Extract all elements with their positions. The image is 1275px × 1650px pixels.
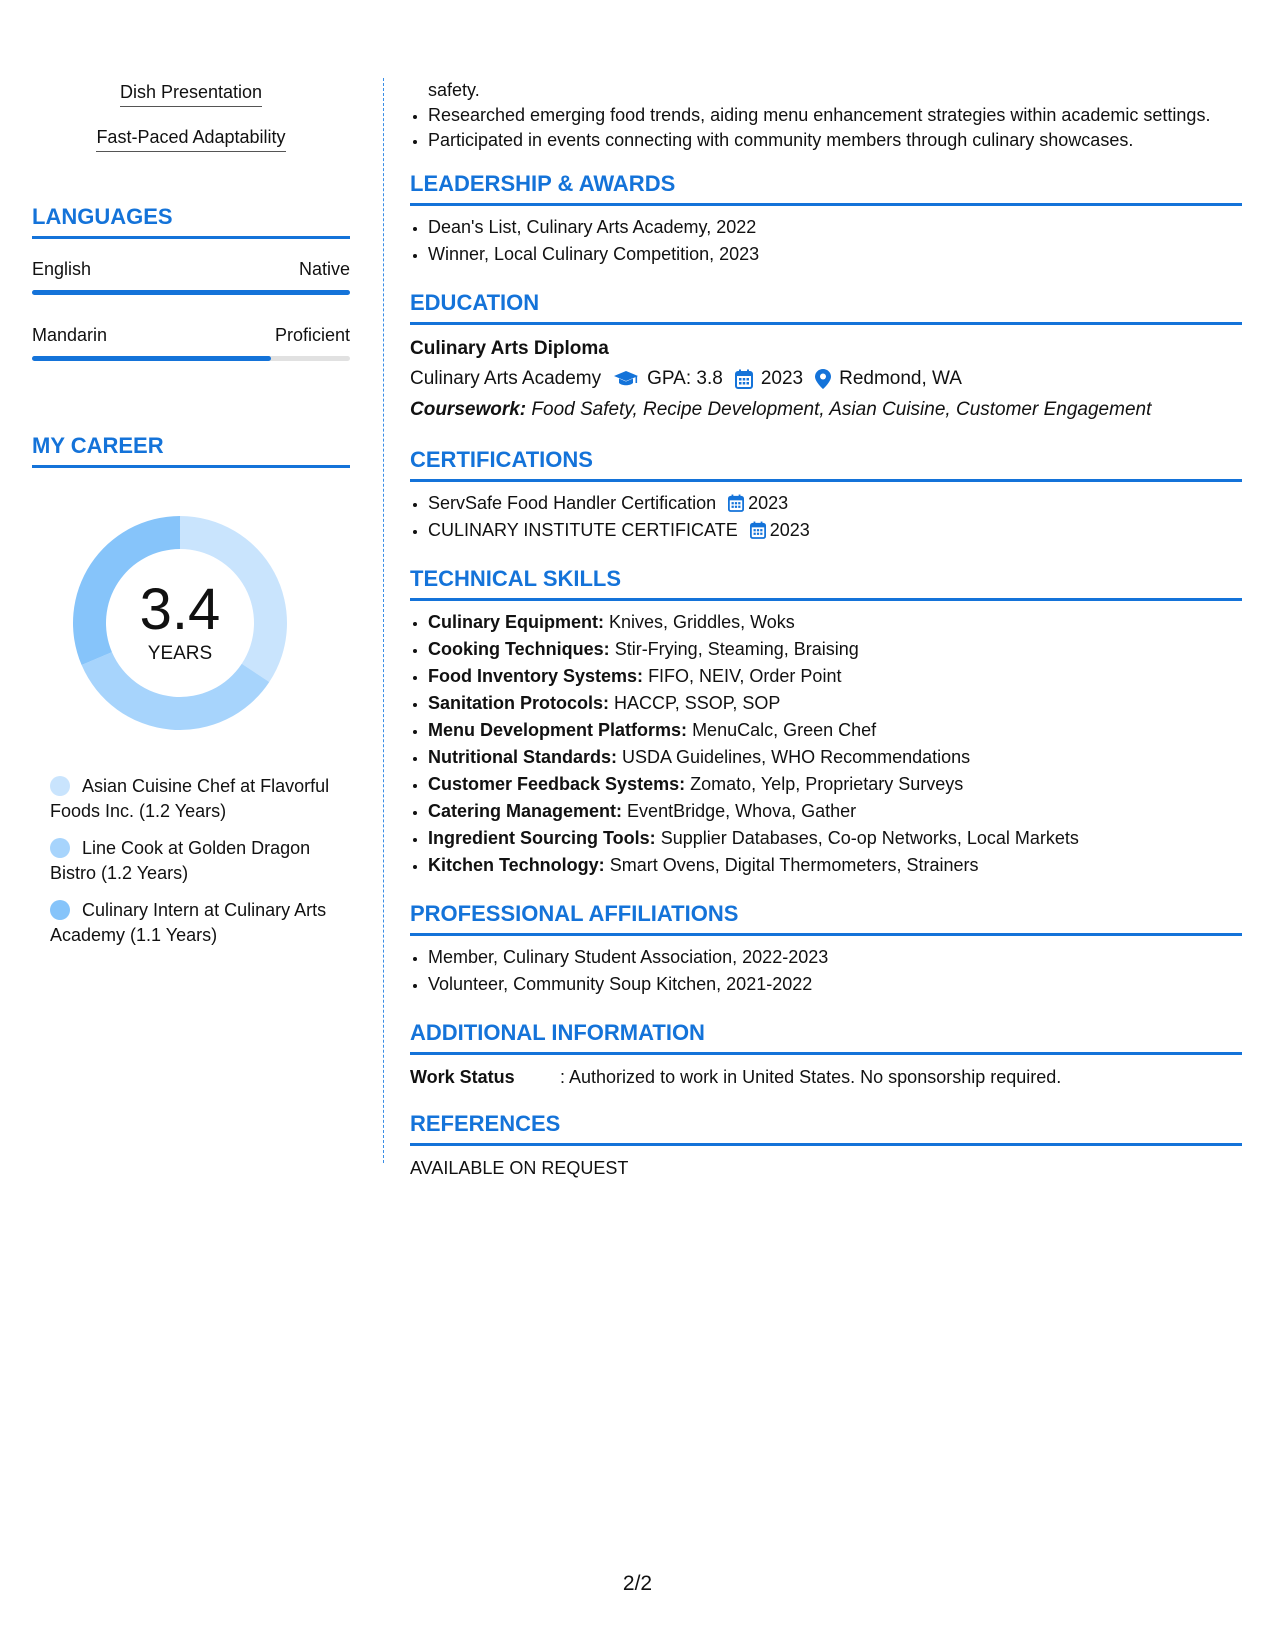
legend-dot <box>50 838 70 858</box>
career-legend-item: Asian Cuisine Chef at Flavorful Foods Inc. (1.2 Years) <box>50 776 330 821</box>
continuation-text: safety. <box>428 80 480 100</box>
calendar-icon <box>750 521 766 539</box>
main-column <box>410 78 1242 1179</box>
legend-dot <box>50 900 70 920</box>
skill-item: • Cooking Techniques: Stir-Frying, Steaming, Braising <box>428 636 1242 663</box>
career-heading: MY CAREER <box>32 433 350 468</box>
language-bar-fill <box>32 290 350 295</box>
work-status-value: : Authorized to work in United States. No sponsorship required. <box>560 1067 1062 1087</box>
certifications-section <box>410 447 1242 544</box>
language-name: English <box>32 259 92 279</box>
section-heading: EDUCATION <box>410 290 1242 325</box>
list-item: • Researched emerging food trends, aiding menu enhancement strategies within academic settings. <box>428 103 1242 128</box>
coursework: Coursework: Food Safety, Recipe Development, Asian Cuisine, Customer Engagement <box>410 399 1152 420</box>
affiliations-section <box>410 901 1242 998</box>
skill-item: • Catering Management: EventBridge, Whova, Gather <box>428 798 1242 825</box>
leadership-section <box>410 171 1242 268</box>
school-location: Redmond, WA <box>839 368 962 389</box>
list-item: • Member, Culinary Student Association, 2022-2023 <box>428 944 1242 971</box>
education-section <box>410 290 1242 425</box>
education-meta <box>410 365 1242 393</box>
list-item: • Participated in events connecting with community members through culinary showcases. <box>428 128 1242 153</box>
career-legend-item: Culinary Intern at Culinary Arts Academy (1.1 Years) <box>50 900 327 945</box>
map-pin-icon <box>815 369 831 389</box>
language-level: Proficient <box>274 325 350 345</box>
section-heading: LEADERSHIP & AWARDS <box>410 171 1242 206</box>
experience-bullets <box>410 103 1242 153</box>
skill-item: • Kitchen Technology: Smart Ovens, Digital Thermometers, Strainers <box>428 852 1242 879</box>
career-unit: YEARS <box>147 643 213 664</box>
language-item <box>32 325 350 361</box>
work-status-row <box>410 1065 1242 1089</box>
list-item: • CULINARY INSTITUTE CERTIFICATE 2023 <box>428 517 1242 544</box>
skill-item: • Nutritional Standards: USDA Guidelines, WHO Recommendations <box>428 744 1242 771</box>
language-bar <box>32 290 350 295</box>
work-status-label: Work Status <box>410 1067 515 1087</box>
list-item: • Volunteer, Community Soup Kitchen, 2021-2022 <box>428 971 1242 998</box>
column-divider <box>383 78 384 1163</box>
references-text: AVAILABLE ON REQUEST <box>410 1158 629 1178</box>
graduation-year: 2023 <box>760 368 804 389</box>
language-name: Mandarin <box>32 325 108 345</box>
additional-info-section <box>410 1020 1242 1089</box>
language-level: Native <box>298 259 350 279</box>
section-heading: ADDITIONAL INFORMATION <box>410 1020 1242 1055</box>
list-item: • Winner, Local Culinary Competition, 2023 <box>428 241 1242 268</box>
career-donut-chart <box>65 508 295 738</box>
skill-item: • Food Inventory Systems: FIFO, NEIV, Order Point <box>428 663 1242 690</box>
languages-heading: LANGUAGES <box>32 204 350 239</box>
language-item <box>32 259 350 295</box>
skill-item: • Customer Feedback Systems: Zomato, Yelp, Proprietary Surveys <box>428 771 1242 798</box>
skill-item: • Ingredient Sourcing Tools: Supplier Databases, Co-op Networks, Local Markets <box>428 825 1242 852</box>
gpa: GPA: 3.8 <box>647 368 723 389</box>
career-total: 3.4 <box>139 577 221 642</box>
experience-continuation <box>410 78 1242 153</box>
language-bar <box>32 356 350 361</box>
list-item: • Dean's List, Culinary Arts Academy, 2022 <box>428 214 1242 241</box>
skill-item: • Sanitation Protocols: HACCP, SSOP, SOP <box>428 690 1242 717</box>
career-legend-item: Line Cook at Golden Dragon Bistro (1.2 Years) <box>50 838 311 883</box>
calendar-icon <box>728 494 744 512</box>
technical-skills-section <box>410 566 1242 879</box>
section-heading: PROFESSIONAL AFFILIATIONS <box>410 901 1242 936</box>
calendar-icon <box>735 369 753 389</box>
section-heading: REFERENCES <box>410 1111 1242 1146</box>
language-bar-fill <box>32 356 271 361</box>
career-legend <box>50 774 330 948</box>
references-section <box>410 1111 1242 1179</box>
skill-item: • Culinary Equipment: Knives, Griddles, Woks <box>428 609 1242 636</box>
page-number: 2/2 <box>622 1572 653 1595</box>
skill-tag: Dish Presentation <box>32 82 350 107</box>
graduation-cap-icon <box>613 370 639 388</box>
list-item: • ServSafe Food Handler Certification 2023 <box>428 490 1242 517</box>
school-name: Culinary Arts Academy <box>410 368 602 389</box>
degree-title: Culinary Arts Diploma <box>410 338 609 359</box>
skill-item: • Menu Development Platforms: MenuCalc, Green Chef <box>428 717 1242 744</box>
sidebar <box>32 82 350 960</box>
skill-tag: Fast-Paced Adaptability <box>32 127 350 152</box>
section-heading: CERTIFICATIONS <box>410 447 1242 482</box>
section-heading: TECHNICAL SKILLS <box>410 566 1242 601</box>
legend-dot <box>50 776 70 796</box>
